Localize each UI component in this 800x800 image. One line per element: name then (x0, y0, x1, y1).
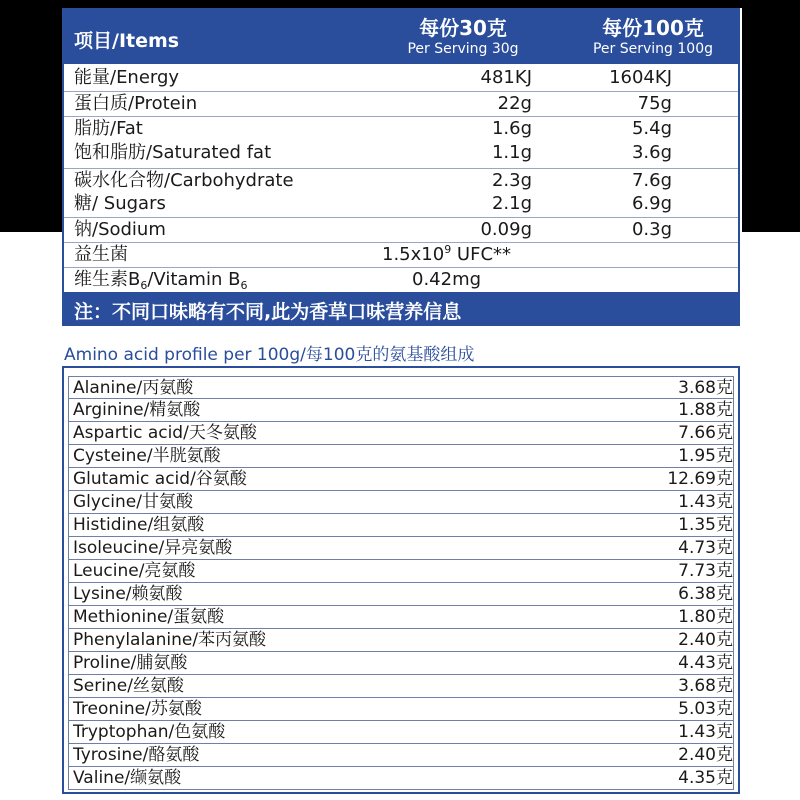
nutrition-table (62, 8, 740, 326)
amino-acid-value: 1.43克 (678, 492, 733, 512)
nutrition-row-carbohydrate (64, 168, 738, 193)
left-margin (0, 232, 60, 800)
vitamin-b6-subscript-en: 6 (240, 279, 248, 292)
nutrition-table-header (64, 10, 738, 64)
amino-acid-name: Methionine/蛋氨酸 (73, 607, 225, 627)
amino-acid-row (68, 399, 734, 422)
value-vitamin-b6: 0.42mg (412, 269, 482, 290)
nutrient-label: 饱和脂肪/Saturated fat (74, 142, 272, 163)
value-per-30g: 481KJ (480, 67, 532, 88)
amino-acid-name: Tryptophan/色氨酸 (73, 722, 226, 742)
amino-acid-value: 7.73克 (678, 561, 733, 581)
nutrition-row-sugars (64, 192, 738, 216)
amino-acid-value: 1.88克 (678, 400, 733, 420)
amino-acid-row (68, 721, 734, 744)
nutrient-label: 钠/Sodium (74, 219, 166, 240)
amino-acid-value: 5.03克 (678, 699, 733, 719)
amino-acid-table (62, 366, 740, 794)
vitamin-b6-label-cn: 维生素B (74, 269, 141, 290)
amino-acid-name: Arginine/精氨酸 (73, 400, 201, 420)
amino-acid-row (68, 767, 734, 790)
amino-acid-row (68, 744, 734, 767)
amino-acid-name: Tyrosine/酪氨酸 (73, 745, 200, 765)
value-per-100g: 3.6g (631, 142, 672, 163)
probiotics-value-base: 1.5x10 (382, 244, 445, 265)
value-per-30g: 2.1g (491, 193, 532, 214)
amino-acid-row (68, 537, 734, 560)
amino-acid-row (68, 629, 734, 652)
value-per-100g: 6.9g (631, 193, 672, 214)
nutrition-row-vitamin-b6 (64, 267, 738, 292)
nutrition-row-fat (64, 116, 738, 141)
nutrition-row-sodium (64, 217, 738, 242)
amino-acid-value: 4.73克 (678, 538, 733, 558)
amino-acid-row (68, 583, 734, 606)
amino-acid-name: Valine/缬氨酸 (73, 768, 182, 788)
amino-acid-name: Isoleucine/异亮氨酸 (73, 538, 233, 558)
nutrition-row-protein (64, 91, 738, 116)
vitamin-b6-subscript-cn: 6 (140, 279, 148, 292)
amino-acid-row (68, 652, 734, 675)
per-100g-header-en: Per Serving 100g (592, 41, 713, 57)
amino-acid-value: 1.35克 (678, 515, 733, 535)
amino-acid-value: 4.35克 (678, 768, 733, 788)
amino-acid-name: Phenylalanine/苯丙氨酸 (73, 630, 267, 650)
amino-acid-value: 2.40克 (678, 745, 733, 765)
nutrient-label: 糖/ Sugars (74, 193, 166, 214)
amino-acid-name: Alanine/丙氨酸 (73, 378, 194, 398)
amino-acid-row (68, 376, 734, 399)
amino-acid-name: Aspartic acid/天冬氨酸 (73, 423, 257, 443)
amino-acid-value: 2.40克 (678, 630, 733, 650)
per-30g-header-cn: 每份30克 (419, 16, 507, 40)
per-30g-column-header (378, 16, 548, 58)
amino-acid-value: 1.95克 (678, 446, 733, 466)
amino-acid-value: 7.66克 (678, 423, 733, 443)
per-100g-header-cn: 每份100克 (602, 16, 704, 40)
amino-acid-value: 6.38克 (678, 584, 733, 604)
amino-acid-name: Serine/丝氨酸 (73, 676, 184, 696)
amino-acid-name: Leucine/亮氨酸 (73, 561, 196, 581)
amino-acid-name: Cysteine/半胱氨酸 (73, 446, 221, 466)
value-per-30g: 0.09g (480, 219, 532, 240)
vitamin-b6-label-en: /Vitamin B (147, 269, 241, 290)
amino-acid-name: Lysine/赖氨酸 (73, 584, 183, 604)
amino-acid-profile-title: Amino acid profile per 100g/每100克的氨基酸组成 (64, 345, 475, 365)
value-per-30g: 22g (497, 93, 532, 114)
flavor-note-text: 注：不同口味略有不同,此为香草口味营养信息 (74, 301, 462, 323)
amino-acid-row (68, 468, 734, 491)
amino-acid-name: Histidine/组氨酸 (73, 515, 205, 535)
flavor-note-bar (64, 292, 738, 326)
per-30g-header-en: Per Serving 30g (407, 41, 519, 57)
nutrition-row-energy (64, 66, 738, 90)
items-column-header: 项目/Items (74, 30, 180, 52)
amino-acid-row (68, 422, 734, 445)
amino-acid-value: 3.68克 (678, 378, 733, 398)
nutrition-row-saturated-fat (64, 141, 738, 165)
value-per-30g: 2.3g (491, 170, 532, 191)
value-per-100g: 7.6g (631, 170, 672, 191)
value-per-100g: 75g (637, 93, 672, 114)
amino-acid-row (68, 491, 734, 514)
nutrition-label-panel (62, 8, 742, 794)
nutrient-label: 益生菌 (74, 244, 128, 265)
amino-acid-value: 12.69克 (667, 469, 733, 489)
nutrient-label: 能量/Energy (74, 67, 180, 88)
value-per-100g: 1604KJ (609, 67, 672, 88)
amino-acid-row (68, 606, 734, 629)
amino-acid-name: Treonine/苏氨酸 (73, 699, 202, 719)
amino-acid-value: 3.68克 (678, 676, 733, 696)
nutrient-label: 碳水化合物/Carbohydrate (74, 170, 294, 191)
amino-acid-value: 4.43克 (678, 653, 733, 673)
amino-acid-value: 1.43克 (678, 722, 733, 742)
nutrient-label (74, 268, 247, 294)
amino-acid-row (68, 514, 734, 537)
value-per-30g: 1.1g (491, 142, 532, 163)
amino-acid-name: Glutamic acid/谷氨酸 (73, 469, 247, 489)
per-100g-column-header (568, 16, 738, 58)
amino-acid-row (68, 560, 734, 583)
amino-acid-value: 1.80克 (678, 607, 733, 627)
amino-acid-row (68, 445, 734, 468)
amino-acid-name: Glycine/甘氨酸 (73, 492, 193, 512)
nutrient-label: 蛋白质/Protein (74, 93, 198, 114)
value-per-100g: 0.3g (631, 219, 672, 240)
nutrient-label: 脂肪/Fat (74, 118, 143, 139)
amino-acid-row (68, 698, 734, 721)
value-per-100g: 5.4g (631, 118, 672, 139)
value-per-30g: 1.6g (491, 118, 532, 139)
probiotics-value-unit: UFC** (451, 244, 512, 265)
nutrition-row-probiotics (64, 242, 738, 267)
probiotics-value-exponent: 9 (444, 243, 452, 256)
amino-acid-name: Proline/脯氨酸 (73, 653, 188, 673)
amino-acid-row (68, 675, 734, 698)
probiotics-value (364, 243, 584, 269)
